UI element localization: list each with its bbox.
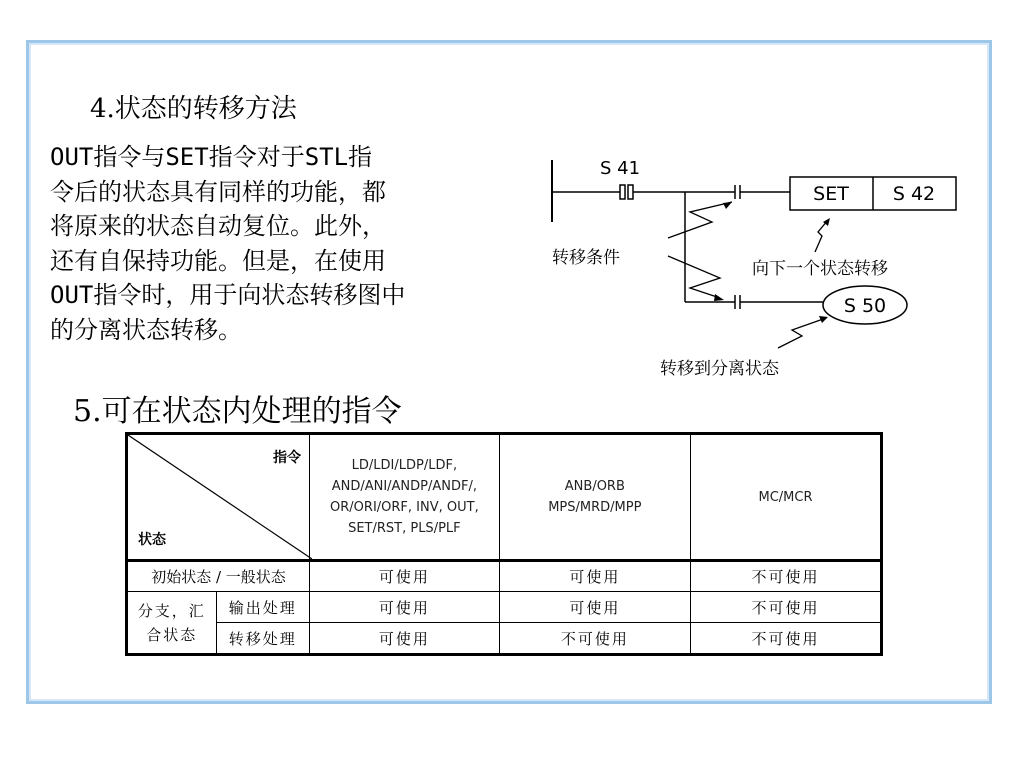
cmd-line: OR/ORI/ORF, INV, OUT, (330, 500, 479, 515)
section-heading-5: 5.可在状态内处理的指令 (73, 394, 402, 429)
group-label-line: 分支，汇 (137, 601, 206, 620)
condition-label: 转移条件 (552, 248, 620, 268)
cmd-line: LD/LDI/LDP/LDF, (351, 458, 458, 473)
next-arrow (815, 220, 828, 252)
cmd-line: ANB/ORB (564, 479, 625, 494)
condition-arrow-bottom (668, 256, 720, 298)
cmd-line: AND/ANI/ANDP/ANDF/, (331, 479, 478, 494)
table-cell: 可使用 (499, 592, 690, 623)
instruction-table (125, 432, 883, 656)
set-label: SET (813, 183, 849, 205)
corner-header-cell (127, 434, 310, 561)
row-initial-general-label: 初始状态 / 一般状态 (127, 561, 310, 592)
state-label: S 41 (600, 158, 641, 179)
table-cell: 可使用 (310, 623, 500, 655)
table-cell: 不可使用 (690, 623, 881, 655)
row-transfer-label: 转移处理 (216, 623, 309, 655)
ladder-diagram (540, 150, 970, 385)
header-basic-instructions (310, 434, 500, 561)
table-cell: 不可使用 (690, 592, 881, 623)
row-group-branch-merge (127, 592, 217, 655)
next-state-label: 向下一个状态转移 (752, 259, 888, 279)
stl-contact-left (620, 185, 625, 199)
corner-state-label: 状态 (138, 532, 166, 548)
section-heading-4: 4.状态的转移方法 (90, 94, 297, 124)
header-block-instructions (499, 434, 690, 561)
corner-instruction-label: 指令 (273, 450, 302, 466)
separate-arrow (778, 318, 826, 348)
cmd-line: MPS/MRD/MPP (548, 500, 642, 515)
condition-arrow-top (668, 202, 732, 238)
row-output-label: 输出处理 (216, 592, 309, 623)
header-master-control: MC/MCR (690, 434, 881, 561)
table-cell: 可使用 (499, 561, 690, 592)
table-cell: 不可使用 (690, 561, 881, 592)
out-target: S 50 (843, 295, 887, 317)
set-target: S 42 (892, 183, 936, 205)
cmd-line: SET/RST, PLS/PLF (348, 521, 461, 536)
group-label-line: 合状态 (146, 625, 198, 644)
table-cell: 不可使用 (499, 623, 690, 655)
section-paragraph: OUT指令与SET指令对于STL指 令后的状态具有同样的功能，都 将原来的状态自动复位。此外， 还有自保持功能。但是，在使用 OUT指令时，用于向状态转移图中 的分离状态转移。 (50, 143, 406, 344)
table-cell: 可使用 (310, 561, 500, 592)
stl-contact-right (628, 185, 633, 199)
separate-state-label: 转移到分离状态 (660, 359, 779, 379)
table-cell: 可使用 (310, 592, 500, 623)
